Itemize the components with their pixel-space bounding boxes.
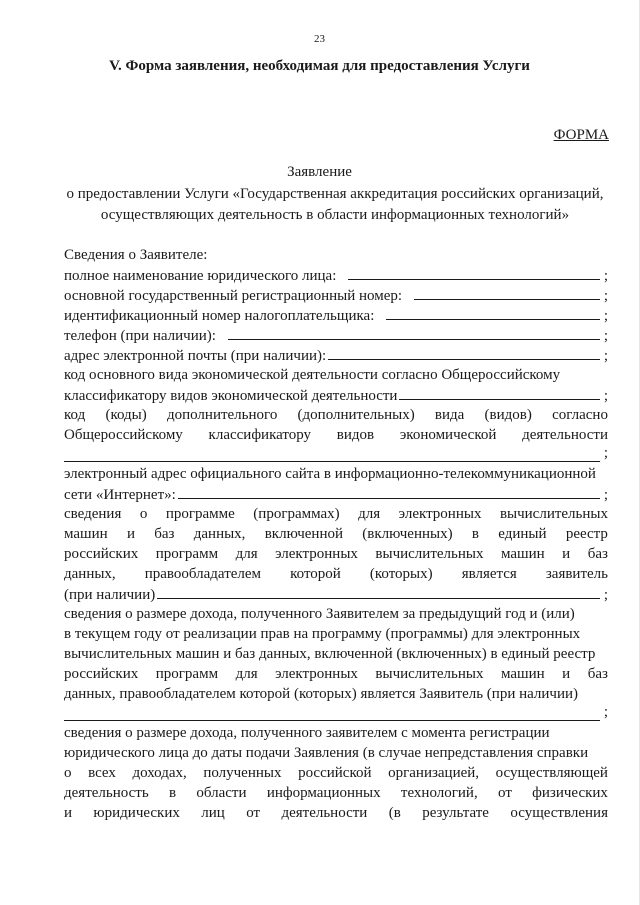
full-name-row [64,265,608,285]
ogrn-label: основной государственный регистрационный номер: [64,288,403,304]
semicolon: ; [603,704,608,720]
software-line-1: сведения о программе (программах) для электронных вычислительных [64,506,608,522]
website-field[interactable] [178,484,600,499]
ogrn-field[interactable] [414,285,600,300]
semicolon: ; [603,288,608,304]
software-line-2: машин и баз данных, включенной (включенных) в единый реестр [64,526,608,542]
website-line-1: электронный адрес официального сайта в информационно-телекоммуникационной [64,466,596,482]
okved-extra-line-2: Общероссийскому классификатору видов экономической деятельности [64,427,608,443]
income-reg-line-2: юридического лица до даты подачи Заявления (в случае непредставления справки [64,745,589,761]
software-line-4: данных, правообладателем которой (которых) является заявитель [64,566,608,582]
email-label: адрес электронной почты (при наличии): [64,348,327,364]
phone-field[interactable] [228,325,600,340]
semicolon: ; [603,388,608,404]
section-heading: V. Форма заявления, необходимая для предоставления Услуги [109,58,530,74]
income-prev-line-1: сведения о размере дохода, полученного Заявителем за предыдущий год и (или) [64,606,575,622]
income-prev-row [64,704,608,721]
income-reg-line-3: о всех доходах, полученных российской организацией, осуществляющей [64,765,608,781]
email-field[interactable] [328,345,600,360]
income-reg-line-1: сведения о размере дохода, полученного заявителем с момента регистрации [64,725,550,741]
okved-main-row [64,385,608,405]
semicolon: ; [603,308,608,324]
semicolon: ; [603,445,608,461]
semicolon: ; [603,268,608,284]
software-field[interactable] [157,584,600,599]
okved-extra-row [64,445,608,462]
document-subtitle: о предоставлении Услуги «Государственная аккредитация российских организаций, осуществляющих деятельность в области информационных технологий» [66,186,604,223]
income-prev-line-3: вычислительных машин и баз данных, включенной (включенных) в единый реестр [64,646,596,662]
software-label: (при наличии) [64,587,156,603]
okved-extra-line-1: код (коды) дополнительного (дополнительных) вида (видов) согласно [64,407,608,423]
inn-row [64,305,608,325]
full-name-field[interactable] [348,265,599,280]
income-reg-line-4: деятельность в области информационных технологий, от физических [64,785,608,801]
inn-field[interactable] [386,305,599,320]
inn-label: идентификационный номер налогоплательщика: [64,308,375,324]
email-row [64,345,608,365]
applicant-info-form [64,245,608,823]
okved-main-field[interactable] [399,385,599,400]
income-prev-line-5: данных, правообладателем которой (которых) является Заявитель (при наличии) [64,686,579,702]
income-prev-line-2: в текущем году от реализации прав на программу (программы) для электронных [64,626,581,642]
page-number: 23 [314,33,325,45]
phone-row [64,325,608,345]
applicant-header: Сведения о Заявителе: [64,247,208,263]
software-line-3: российских программ для электронных вычислительных машин и баз [64,546,608,562]
ogrn-row [64,285,608,305]
website-label: сети «Интернет»: [64,487,176,503]
document-title: Заявление [287,164,352,180]
full-name-label: полное наименование юридического лица: [64,268,337,284]
form-label: ФОРМА [553,127,609,143]
semicolon: ; [603,348,608,364]
okved-main-label: классификатору видов экономической деятельности [64,388,398,404]
income-reg-line-5: и юридических лиц от деятельности (в результате осуществления [64,805,608,821]
income-prev-line-4: российских программ для электронных вычислительных машин и баз [64,666,608,682]
phone-label: телефон (при наличии): [64,328,216,344]
semicolon: ; [603,328,608,344]
semicolon: ; [603,587,608,603]
income-prev-field[interactable] [64,709,600,721]
okved-extra-field[interactable] [64,450,600,462]
software-row [64,584,608,604]
semicolon: ; [603,487,608,503]
okved-main-line-1: код основного вида экономической деятельности согласно Общероссийскому [64,367,561,383]
website-row [64,484,608,504]
